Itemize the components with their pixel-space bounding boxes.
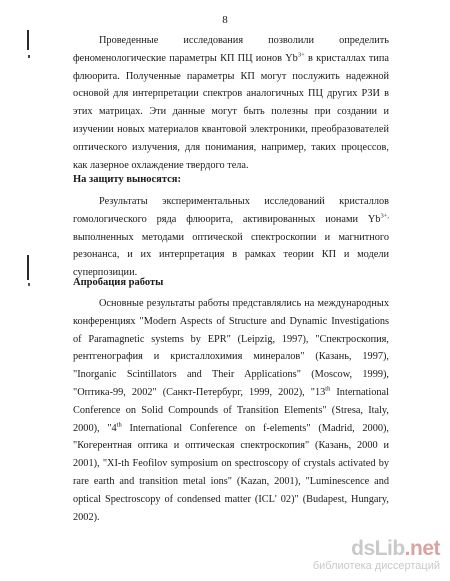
margin-mark-top-dot xyxy=(28,55,30,58)
watermark-subtitle: библиотека диссертаций xyxy=(312,560,440,572)
intro-paragraph: Проведенные исследования позволили определить феноменологические параметры КП ПЦ ионов $Yb^{3+}$ в кристаллах типа флюорита. Полученные параметры КП могут послужить надежной основой для интерпретации спектров аналогичных ПЦ других РЗИ в этих матрицах. Эти данные могут быть полезны при создании и изучении новых материалов квантовой электроники, преобразователей оптического излучения, для понимания, например, таких процессов, как лазерное охлаждение твердого тела. xyxy=(73,35,389,171)
watermark-logo-tld: .net xyxy=(404,537,440,560)
margin-mark-middle xyxy=(27,255,29,280)
margin-mark-top xyxy=(27,30,29,50)
defense-heading: На защиту выносятся: xyxy=(73,174,181,185)
approbation-heading: Апробация работы xyxy=(73,277,164,288)
margin-mark-middle-dot xyxy=(28,283,30,286)
approbation-paragraph: Основные результаты работы представлялись на международных конференциях "Modern Aspects of Structure and Dynamic Investigations of Paramagnetic systems by EPR" (Leipzig, 1997), "Спектроскопия, рентгенография и кристаллохимия минералов" (Казань, 1997), "Inorganic Scintillators and Their Applications" (Moscow, 1999), "Оптика-99, 2002" (Санкт-Петербург, 1999, 2002), "13th International Conference on Solid Compounds of Transition Elements" (Stresa, Italy, 2000), "4th International Conference on f-elements" (Madrid, 2000), "Когерентная оптика и оптическая спектроскопия" (Казань, 2000 и 2001), "XI-th Feofilov symposium on spectroscopy of crystals activated by rare earth and transition metal ions" (Kazan, 2001), "Luminescence and optical Spectroscopy of condensed matter (ICL' 02)" (Budapest, Hungary, 2002). xyxy=(73,298,389,523)
defense-paragraph: Результаты экспериментальных исследований кристаллов гомологического ряда флюорита, активированных ионами $Yb^{3+,}$ выполненных методами оптической спектроскопии и магнитного резонанса, и их интерпретация в рамках теории КП и модели суперпозиции. xyxy=(73,196,389,279)
watermark-logo xyxy=(313,538,440,560)
watermark[interactable] xyxy=(313,538,440,573)
watermark-logo-main: dsLib xyxy=(351,537,405,560)
page-number: 8 xyxy=(222,14,228,26)
